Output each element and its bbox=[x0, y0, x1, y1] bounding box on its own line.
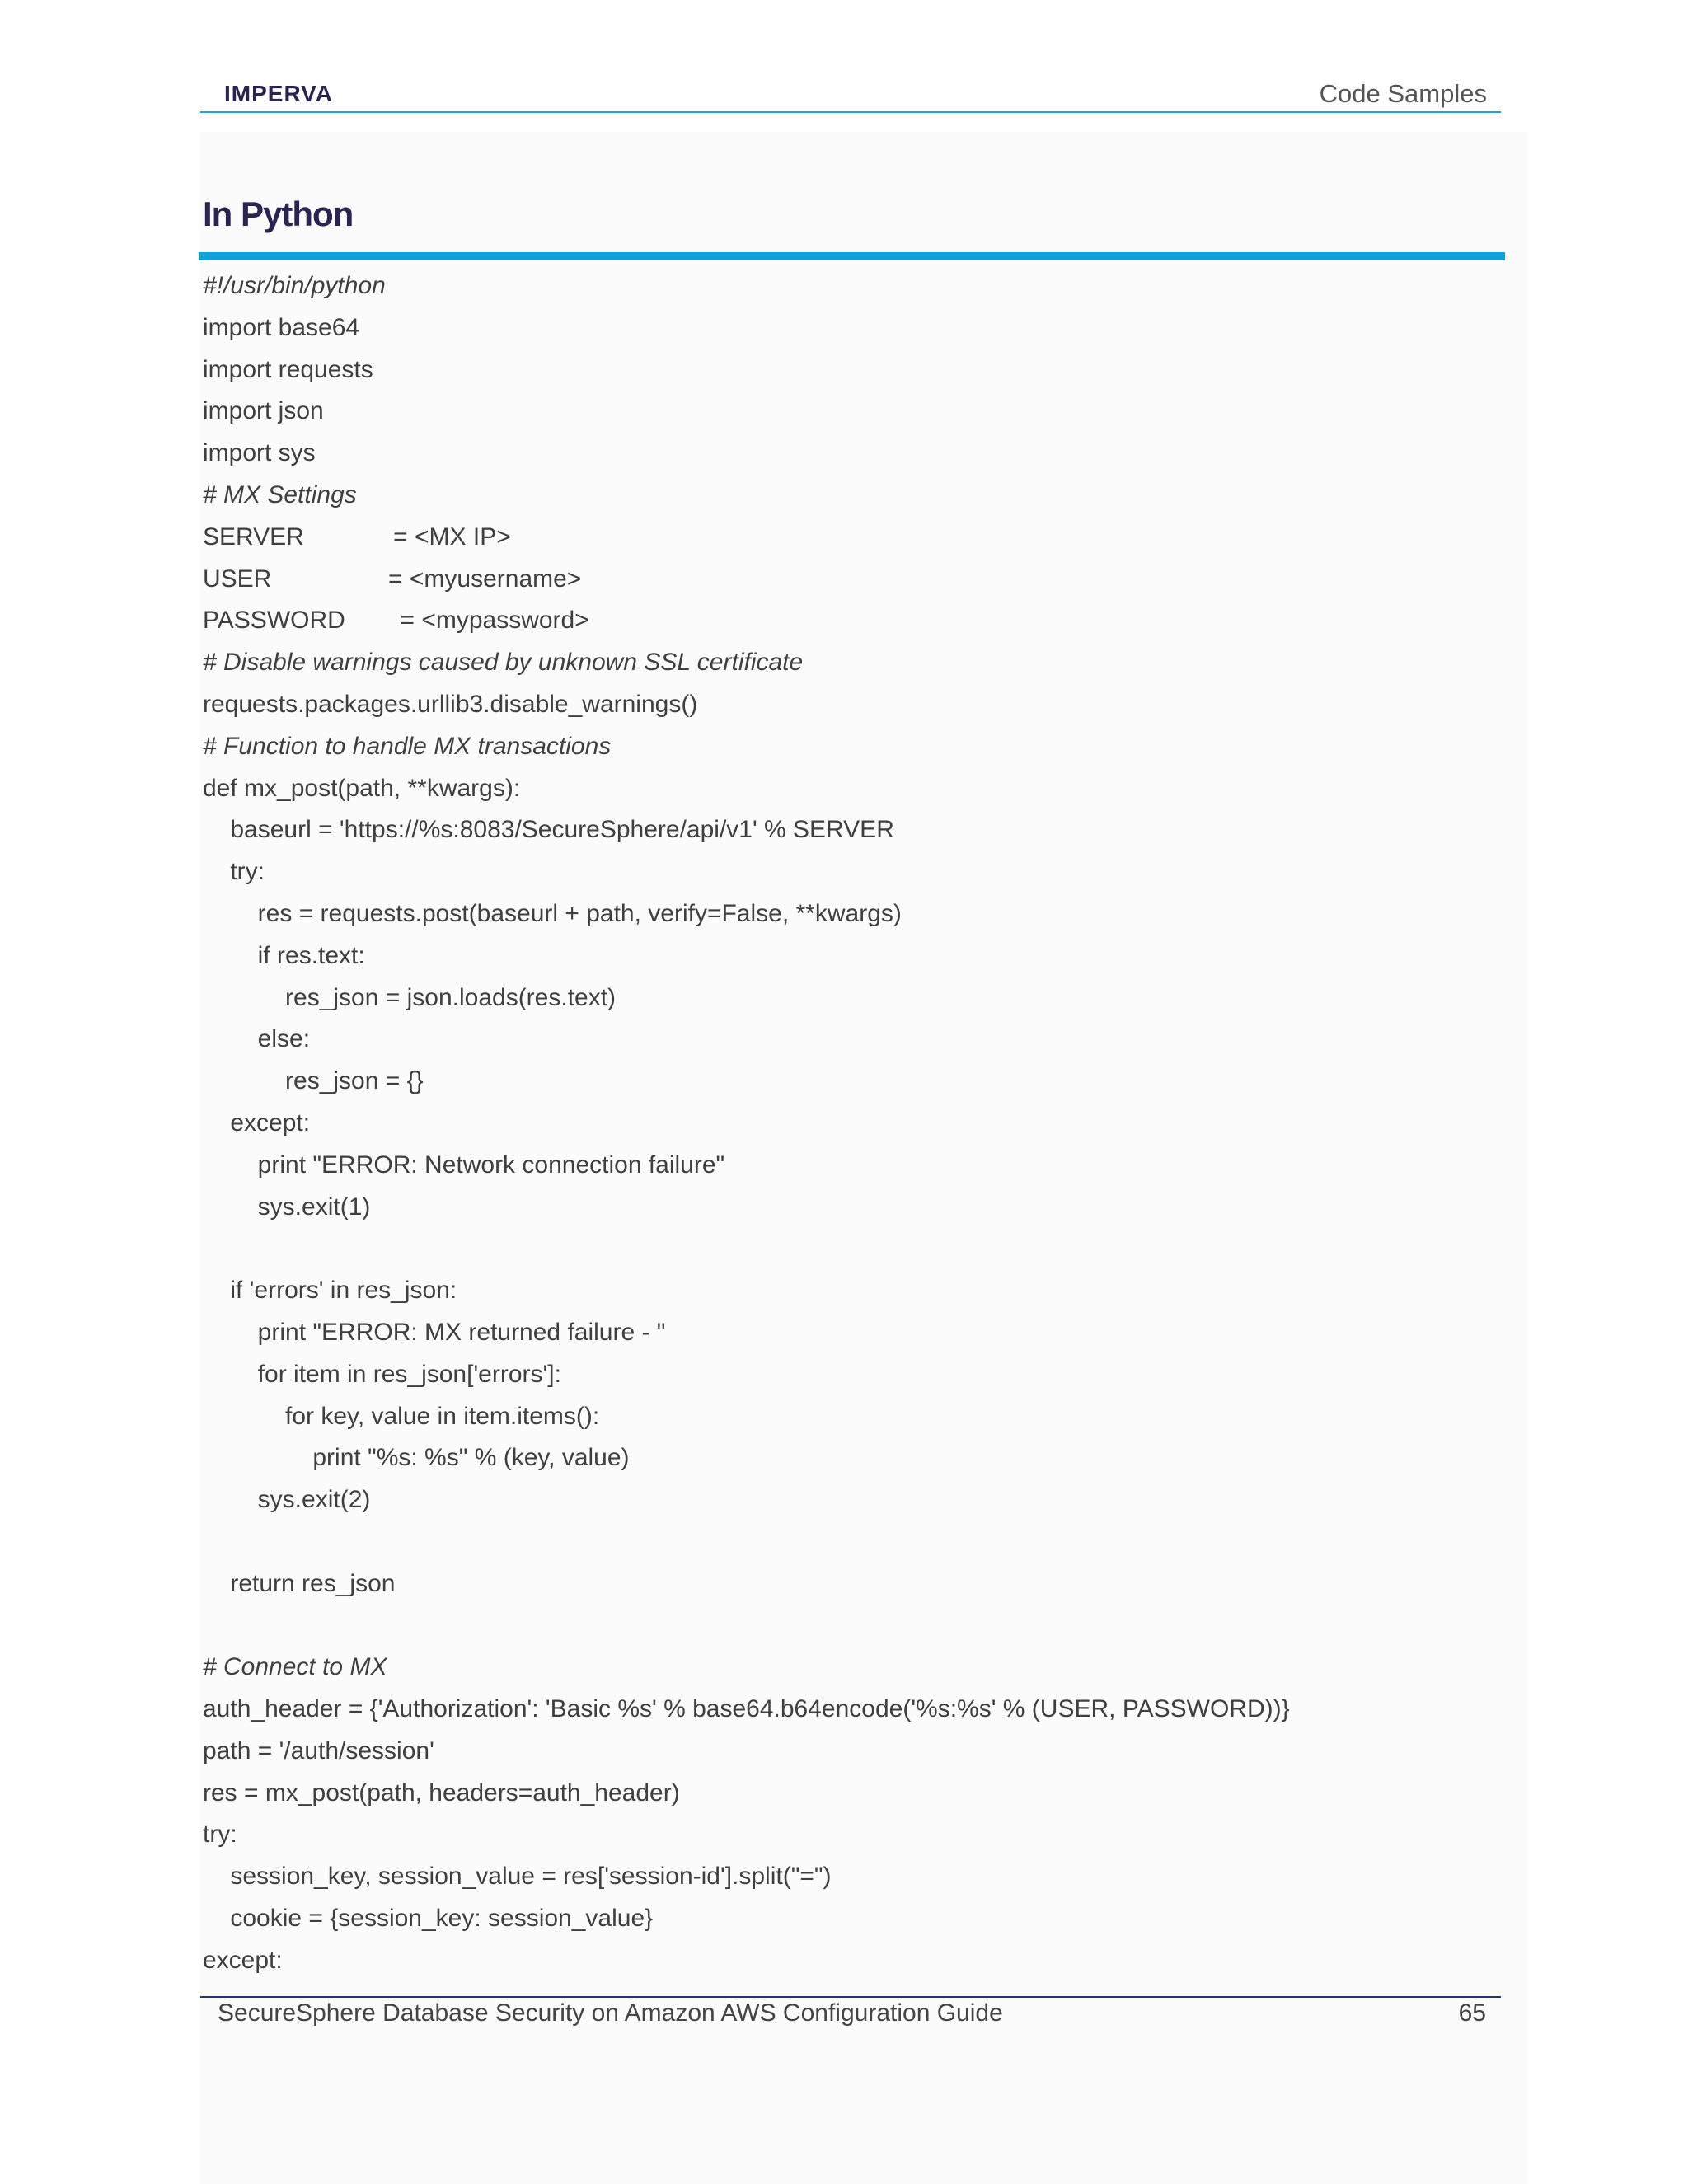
code-line bbox=[203, 1521, 1505, 1563]
code-line: def mx_post(path, **kwargs): bbox=[203, 774, 521, 802]
footer-document-title: SecureSphere Database Security on Amazon AWS Configuration Guide bbox=[218, 1999, 1003, 2027]
code-line bbox=[203, 1605, 1505, 1647]
code-line: path = '/auth/session' bbox=[203, 1736, 434, 1765]
code-line: import base64 bbox=[203, 313, 360, 341]
code-line: import sys bbox=[203, 439, 316, 467]
code-line: print "%s: %s" % (key, value) bbox=[203, 1444, 630, 1472]
code-line bbox=[203, 1228, 1505, 1270]
code-line: return res_json bbox=[203, 1569, 396, 1597]
code-line: print "ERROR: MX returned failure - " bbox=[203, 1318, 666, 1346]
code-line: for key, value in item.items(): bbox=[203, 1402, 600, 1430]
code-line: except: bbox=[203, 1946, 283, 1974]
code-line: for item in res_json['errors']: bbox=[203, 1360, 561, 1388]
code-line: requests.packages.urllib3.disable_warnings() bbox=[203, 690, 698, 718]
code-comment-line: # Connect to MX bbox=[203, 1653, 387, 1681]
code-line: import requests bbox=[203, 355, 373, 383]
code-line: auth_header = {'Authorization': 'Basic %s' % base64.b64encode('%s:%s' % (USER, PASSWORD))} bbox=[203, 1695, 1290, 1723]
code-line: else: bbox=[203, 1025, 311, 1053]
code-line: res = mx_post(path, headers=auth_header) bbox=[203, 1779, 680, 1807]
code-line: session_key, session_value = res['session-id'].split("=") bbox=[203, 1863, 832, 1891]
code-line: res_json = json.loads(res.text) bbox=[203, 983, 617, 1011]
code-line: res = requests.post(baseurl + path, verify=False, **kwargs) bbox=[203, 899, 902, 927]
code-line: try: bbox=[203, 1821, 237, 1849]
logo-text: IMPERVA bbox=[224, 81, 333, 106]
code-line: import json bbox=[203, 397, 324, 425]
code-line: PASSWORD = <mypassword> bbox=[203, 607, 589, 635]
page-number: 65 bbox=[1458, 1999, 1486, 2027]
header-divider bbox=[200, 111, 1501, 113]
code-line: cookie = {session_key: session_value} bbox=[203, 1905, 654, 1933]
code-line: res_json = {} bbox=[203, 1067, 424, 1095]
code-comment-line: # MX Settings bbox=[203, 480, 357, 509]
code-listing bbox=[203, 265, 1505, 1982]
code-line: baseurl = 'https://%s:8083/SecureSphere/api/v1' % SERVER bbox=[203, 816, 894, 844]
code-line: if res.text: bbox=[203, 941, 365, 969]
code-line: USER = <myusername> bbox=[203, 565, 582, 593]
imperva-logo bbox=[224, 81, 333, 107]
code-line: if 'errors' in res_json: bbox=[203, 1277, 457, 1305]
code-comment-line: #!/usr/bin/python bbox=[203, 272, 386, 299]
code-comment-line: # Function to handle MX transactions bbox=[203, 732, 612, 760]
code-line: except: bbox=[203, 1108, 311, 1137]
code-line: sys.exit(2) bbox=[203, 1486, 371, 1514]
section-title: In Python bbox=[203, 194, 354, 233]
code-line: try: bbox=[203, 858, 265, 886]
title-underline bbox=[199, 252, 1505, 260]
code-line: SERVER = <MX IP> bbox=[203, 523, 511, 551]
code-line: print "ERROR: Network connection failure" bbox=[203, 1151, 725, 1179]
code-line: sys.exit(1) bbox=[203, 1193, 371, 1221]
footer-divider bbox=[200, 1996, 1501, 1998]
code-comment-line: # Disable warnings caused by unknown SSL certificate bbox=[203, 649, 804, 677]
header-section-name: Code Samples bbox=[1319, 79, 1487, 108]
